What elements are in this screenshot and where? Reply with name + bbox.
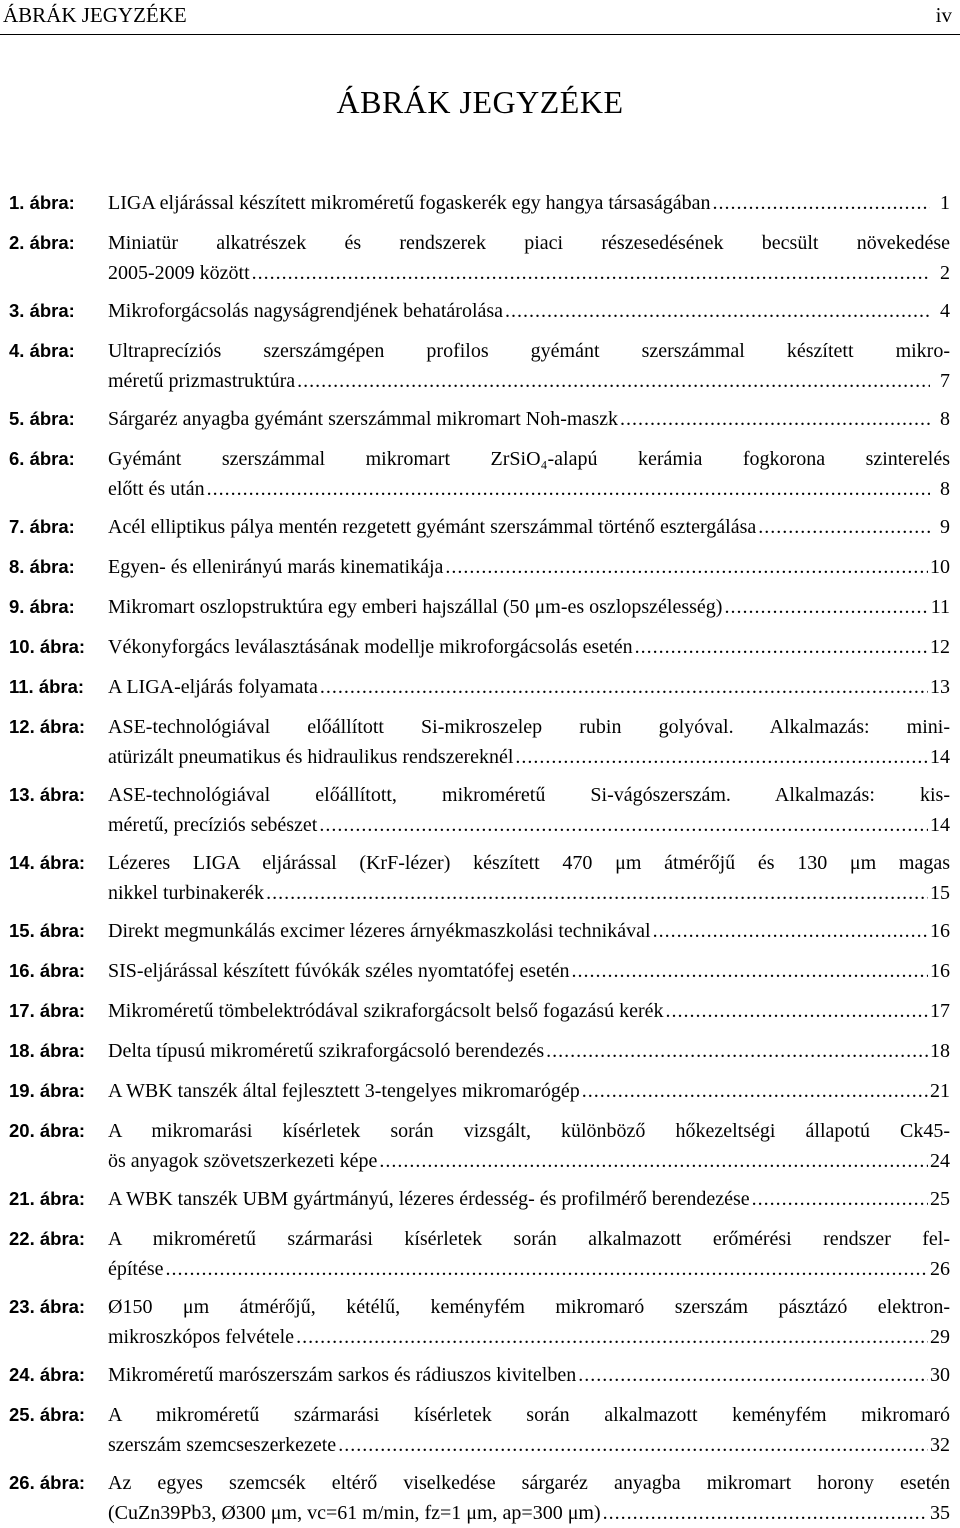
figure-caption <box>108 336 950 396</box>
page-number[interactable]: 24 <box>930 1150 950 1172</box>
page-number[interactable]: 10 <box>930 556 950 578</box>
page-number[interactable]: 4 <box>940 300 950 322</box>
figure-label: 19. ábra: <box>9 1080 86 1101</box>
caption-line: Acél elliptikus pálya mentén rezgetett gyémánt szerszámmal történő esztergálása <box>108 516 757 538</box>
dot-leader <box>653 916 928 946</box>
figure-label: 5. ábra: <box>9 408 75 429</box>
caption-line: LIGA eljárással készített mikroméretű fogaskerék egy hangya társaságában <box>108 192 711 214</box>
dot-leader <box>319 810 928 840</box>
figure-caption <box>108 780 950 840</box>
dot-leader <box>758 512 930 542</box>
figure-label: 9. ábra: <box>9 596 75 617</box>
caption-line: A mikroméretű szármarási kísérletek során alkalmazott erőmérési rendszer fel- <box>108 1228 950 1250</box>
dot-leader <box>620 404 930 434</box>
page-number[interactable]: 11 <box>930 596 950 618</box>
page-number[interactable]: 18 <box>930 1040 950 1062</box>
caption-line: 2005-2009 között <box>108 262 250 284</box>
page-number-roman: iv <box>935 3 952 27</box>
page-number[interactable]: 8 <box>940 408 950 430</box>
caption-line: Egyen- és ellenirányú marás kinematikája <box>108 556 444 578</box>
page-number[interactable]: 15 <box>930 882 950 904</box>
page-number[interactable]: 32 <box>930 1434 950 1456</box>
caption-line: előtt és után <box>108 478 205 500</box>
page-number[interactable]: 16 <box>930 960 950 982</box>
caption-line: ös anyagok szövetszerkezeti képe <box>108 1150 378 1172</box>
dot-leader <box>338 1430 928 1460</box>
caption-line: SIS-eljárással készített fúvókák széles nyomtatófej esetén <box>108 960 570 982</box>
running-header <box>0 0 960 35</box>
figure-caption <box>108 1400 950 1460</box>
caption-line: (CuZn39Pb3, Ø300 μm, vc=61 m/min, fz=1 μm, ap=300 μm) <box>108 1502 601 1524</box>
caption-line: Vékonyforgács leválasztásának modellje mikroforgácsolás esetén <box>108 636 633 658</box>
figure-label: 1. ábra: <box>9 192 75 213</box>
caption-line: A WBK tanszék által fejlesztett 3-tengelyes mikromarógép <box>108 1080 580 1102</box>
figure-caption <box>108 404 950 434</box>
figure-label: 8. ábra: <box>9 556 75 577</box>
figure-label: 4. ábra: <box>9 340 75 361</box>
figure-label: 10. ábra: <box>9 636 86 657</box>
page-number[interactable]: 14 <box>930 746 950 768</box>
figure-label: 17. ábra: <box>9 1000 86 1021</box>
figure-label: 20. ábra: <box>9 1120 86 1141</box>
figure-caption <box>108 632 950 662</box>
page-number[interactable]: 30 <box>930 1364 950 1386</box>
figure-caption <box>108 996 950 1026</box>
caption-line: A mikromarási kísérletek során vizsgált, különböző hőkezeltségi állapotú Ck45- <box>108 1120 950 1142</box>
page-number[interactable]: 17 <box>930 1000 950 1022</box>
dot-leader <box>515 742 928 772</box>
page-number[interactable]: 35 <box>930 1502 950 1524</box>
caption-line: Lézeres LIGA eljárással (KrF-lézer) készített 470 μm átmérőjű és 130 μm magas <box>108 852 950 874</box>
running-header-title: ÁBRÁK JEGYZÉKE <box>3 3 187 27</box>
caption-line: mikroszkópos felvétele <box>108 1326 295 1348</box>
dot-leader <box>296 1322 928 1352</box>
figure-caption <box>108 1116 950 1176</box>
figure-caption <box>108 1224 950 1284</box>
caption-line: A WBK tanszék UBM gyártmányú, lézeres érdesség- és profilmérő berendezése <box>108 1188 750 1210</box>
figure-caption <box>108 444 950 504</box>
dot-leader <box>578 1360 928 1390</box>
dot-leader <box>713 188 930 218</box>
dot-leader <box>724 592 928 622</box>
caption-line: méretű, precíziós sebészet <box>108 814 318 836</box>
figure-label: 23. ábra: <box>9 1296 86 1317</box>
dot-leader <box>166 1254 928 1284</box>
page-number[interactable]: 13 <box>930 676 950 698</box>
page-number[interactable]: 9 <box>940 516 950 538</box>
figure-caption <box>108 1036 950 1066</box>
page-number[interactable]: 16 <box>930 920 950 942</box>
caption-line: Gyémánt szerszámmal mikromart ZrSiO₄-alapú kerámia fogkorona szinterelés <box>108 448 950 470</box>
page-number[interactable]: 7 <box>940 370 950 392</box>
figure-caption <box>108 228 950 288</box>
dot-leader <box>546 1036 928 1066</box>
dot-leader <box>379 1146 928 1176</box>
dot-leader <box>505 296 930 326</box>
page-number[interactable]: 8 <box>940 478 950 500</box>
caption-line: Mikroméretű tömbelektródával szikraforgácsolt belső fogazású kerék <box>108 1000 664 1022</box>
figure-caption <box>108 512 950 542</box>
dot-leader <box>635 632 928 662</box>
figure-caption <box>108 592 950 622</box>
page-number[interactable]: 12 <box>930 636 950 658</box>
figure-label: 7. ábra: <box>9 516 75 537</box>
figure-caption <box>108 1076 950 1106</box>
figure-caption <box>108 848 950 908</box>
figure-label: 18. ábra: <box>9 1040 86 1061</box>
dot-leader <box>582 1076 928 1106</box>
figure-label: 22. ábra: <box>9 1228 86 1249</box>
page-number[interactable]: 29 <box>930 1326 950 1348</box>
figure-caption <box>108 552 950 582</box>
caption-line: Sárgaréz anyagba gyémánt szerszámmal mikromart Noh-maszk <box>108 408 618 430</box>
dot-leader <box>252 258 930 288</box>
figure-caption <box>108 188 950 218</box>
figure-label: 11. ábra: <box>9 676 85 697</box>
dot-leader <box>572 956 928 986</box>
figure-label: 6. ábra: <box>9 448 75 469</box>
figure-label: 15. ábra: <box>9 920 86 941</box>
caption-line: Ultraprecíziós szerszámgépen profilos gyémánt szerszámmal készített mikro- <box>108 340 950 362</box>
dot-leader <box>297 366 930 396</box>
figure-caption <box>108 1360 950 1390</box>
figure-label: 3. ábra: <box>9 300 75 321</box>
caption-line: Delta típusú mikroméretű szikraforgácsoló berendezés <box>108 1040 545 1062</box>
caption-line: Mikroméretű marószerszám sarkos és rádiuszos kivitelben <box>108 1364 577 1386</box>
figure-caption <box>108 672 950 702</box>
figure-label: 21. ábra: <box>9 1188 86 1209</box>
figure-label: 14. ábra: <box>9 852 86 873</box>
caption-line: A LIGA-eljárás folyamata <box>108 676 318 698</box>
caption-line: Miniatür alkatrészek és rendszerek piaci részesedésének becsült növekedése <box>108 232 950 254</box>
page-number[interactable]: 21 <box>930 1080 950 1102</box>
figure-caption <box>108 1184 950 1214</box>
caption-line: A mikroméretű szármarási kísérletek során alkalmazott keményfém mikromaró <box>108 1404 950 1426</box>
figure-caption <box>108 1292 950 1352</box>
page-number[interactable]: 1 <box>940 192 950 214</box>
figure-caption <box>108 712 950 772</box>
caption-line: Mikromart oszlopstruktúra egy emberi hajszállal (50 μm-es oszlopszélesség) <box>108 596 723 618</box>
caption-line: építése <box>108 1258 164 1280</box>
dot-leader <box>603 1498 928 1528</box>
caption-line: méretű prizmastruktúra <box>108 370 296 392</box>
caption-line: Ø150 μm átmérőjű, kétélű, keményfém mikromaró szerszám pásztázó elektron- <box>108 1296 950 1318</box>
figure-caption <box>108 956 950 986</box>
figure-label: 25. ábra: <box>9 1404 86 1425</box>
page-number[interactable]: 25 <box>930 1188 950 1210</box>
caption-line: ASE-technológiával előállított, mikroméretű Si-vágószerszám. Alkalmazás: kis- <box>108 784 950 806</box>
dot-leader <box>752 1184 928 1214</box>
caption-line: nikkel turbinakerék <box>108 882 265 904</box>
caption-line: ASE-technológiával előállított Si-mikroszelep rubin golyóval. Alkalmazás: mini- <box>108 716 950 738</box>
dot-leader <box>320 672 928 702</box>
caption-line: szerszám szemcseszerkezete <box>108 1434 337 1456</box>
figure-label: 13. ábra: <box>9 784 86 805</box>
page-title: ÁBRÁK JEGYZÉKE <box>336 84 624 120</box>
page-number[interactable]: 2 <box>940 262 950 284</box>
figure-label: 24. ábra: <box>9 1364 86 1385</box>
dot-leader <box>207 474 930 504</box>
caption-line: Direkt megmunkálás excimer lézeres árnyékmaszkolási technikával <box>108 920 651 942</box>
caption-line: atürizált pneumatikus és hidraulikus rendszereknél <box>108 746 514 768</box>
figure-label: 12. ábra: <box>9 716 86 737</box>
dot-leader <box>445 552 928 582</box>
figure-label: 2. ábra: <box>9 232 75 253</box>
figure-label: 26. ábra: <box>9 1472 86 1493</box>
figure-caption <box>108 296 950 326</box>
page-number[interactable]: 26 <box>930 1258 950 1280</box>
figure-label: 16. ábra: <box>9 960 86 981</box>
dot-leader <box>666 996 928 1026</box>
dot-leader <box>266 878 928 908</box>
figure-caption <box>108 916 950 946</box>
caption-line: Az egyes szemcsék eltérő viselkedése sárgaréz anyagba mikromart horony esetén <box>108 1472 950 1494</box>
figure-caption <box>108 1468 950 1528</box>
caption-line: Mikroforgácsolás nagyságrendjének behatárolása <box>108 300 504 322</box>
page-number[interactable]: 14 <box>930 814 950 836</box>
